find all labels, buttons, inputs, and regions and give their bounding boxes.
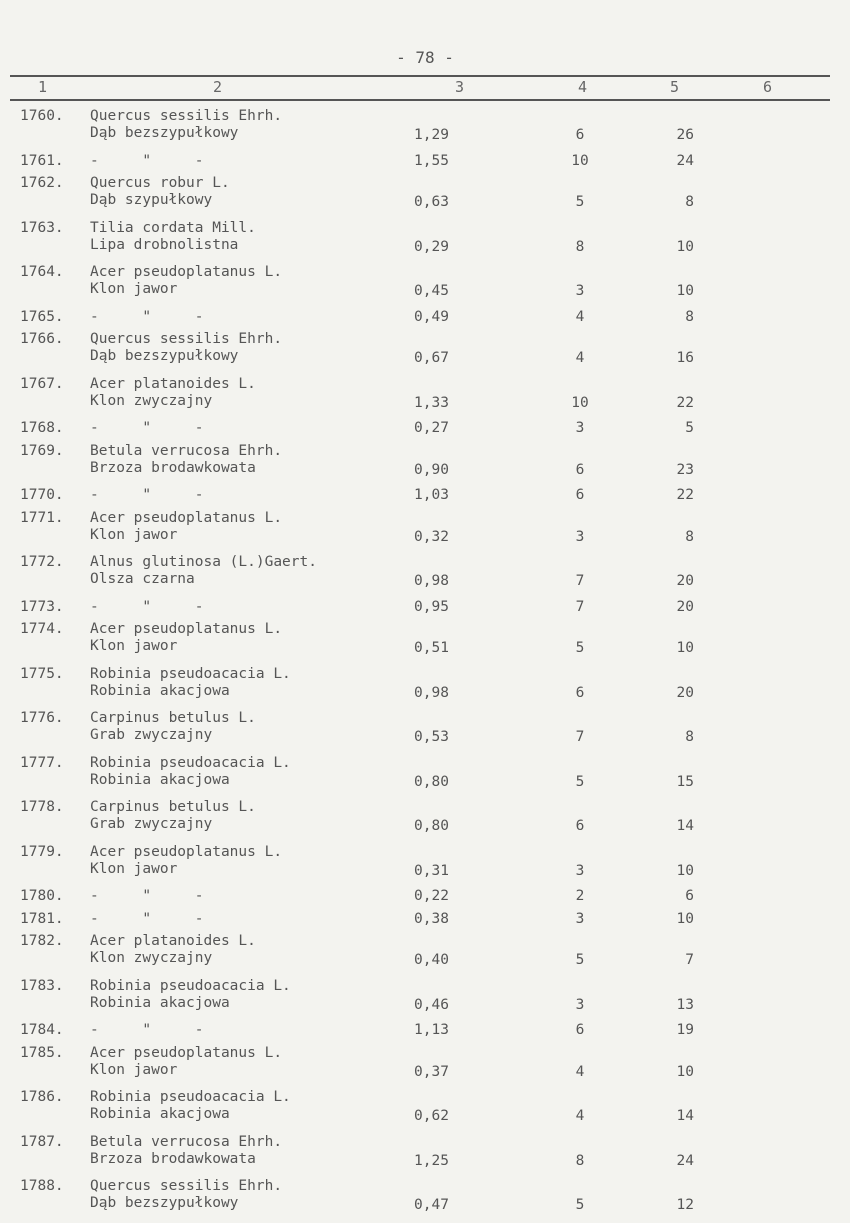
row-number: 1763. bbox=[20, 219, 64, 236]
value-col5: 20 bbox=[676, 573, 694, 589]
value-col4: 6 bbox=[575, 487, 585, 503]
column-header-2: 2 bbox=[213, 78, 223, 96]
value-col3: 0,45 bbox=[414, 283, 449, 299]
table-row bbox=[0, 888, 850, 911]
value-col5: 7 bbox=[685, 952, 694, 968]
row-number: 1765. bbox=[20, 308, 64, 325]
row-number: 1771. bbox=[20, 509, 64, 526]
table-row bbox=[0, 510, 850, 555]
row-number: 1762. bbox=[20, 175, 64, 191]
value-col4: 3 bbox=[575, 283, 585, 299]
value-col4: 6 bbox=[575, 818, 585, 834]
species-latin-name: Robinia pseudoacacia L. bbox=[90, 754, 291, 771]
species-polish-name: Dąb bezszypułkowy bbox=[90, 1195, 239, 1211]
row-number: 1781. bbox=[20, 910, 64, 927]
table-top-rule bbox=[10, 75, 830, 77]
value-col4: 3 bbox=[575, 528, 585, 545]
row-number: 1777. bbox=[20, 754, 64, 771]
value-col3: 0,95 bbox=[414, 598, 449, 615]
table-row bbox=[0, 175, 850, 220]
species-polish-name: Dąb bezszypułkowy bbox=[90, 348, 239, 364]
value-col4: 5 bbox=[575, 194, 585, 210]
value-col5: 14 bbox=[676, 1108, 694, 1124]
value-col4: 5 bbox=[575, 952, 585, 968]
species-latin-name: Acer pseudoplatanus L. bbox=[90, 621, 283, 637]
value-col3: 0,53 bbox=[414, 729, 449, 745]
value-col5: 24 bbox=[676, 1152, 694, 1169]
value-col3: 0,49 bbox=[414, 308, 449, 325]
table-row bbox=[0, 1045, 850, 1090]
value-col5: 14 bbox=[676, 818, 694, 834]
table-row bbox=[0, 1089, 850, 1134]
species-latin-name: Acer platanoides L. bbox=[90, 933, 256, 949]
species-latin-name: Carpinus betulus L. bbox=[90, 710, 256, 726]
species-latin-name: Quercus sessilis Ehrh. bbox=[90, 1178, 283, 1194]
species-polish-name: Klon jawor bbox=[90, 1061, 178, 1078]
species-polish-name: Robinia akacjowa bbox=[90, 771, 230, 788]
value-col3: 0,29 bbox=[414, 238, 449, 255]
row-number: 1770. bbox=[20, 487, 64, 503]
row-number: 1779. bbox=[20, 843, 64, 860]
value-col4: 4 bbox=[575, 1108, 585, 1124]
value-col3: 0,80 bbox=[414, 818, 449, 834]
value-col4: 10 bbox=[571, 394, 589, 411]
value-col3: 0,40 bbox=[414, 952, 449, 968]
value-col4: 4 bbox=[575, 350, 585, 366]
table-row bbox=[0, 420, 850, 443]
row-number: 1775. bbox=[20, 665, 64, 682]
ditto-mark: - " - bbox=[90, 420, 204, 436]
value-col5: 10 bbox=[676, 283, 694, 299]
row-number: 1787. bbox=[20, 1133, 64, 1150]
value-col5: 10 bbox=[676, 238, 694, 255]
value-col4: 4 bbox=[575, 1063, 585, 1080]
species-polish-name: Klon jawor bbox=[90, 526, 178, 543]
page-number: - 78 - bbox=[396, 48, 454, 67]
row-number: 1772. bbox=[20, 554, 64, 570]
value-col5: 10 bbox=[676, 640, 694, 656]
species-latin-name: Tilia cordata Mill. bbox=[90, 219, 256, 236]
species-polish-name: Klon jawor bbox=[90, 860, 178, 877]
row-number: 1786. bbox=[20, 1089, 64, 1105]
species-latin-name: Quercus robur L. bbox=[90, 175, 230, 191]
species-latin-name: Carpinus betulus L. bbox=[90, 799, 256, 815]
value-col5: 24 bbox=[676, 152, 694, 169]
value-col3: 0,27 bbox=[414, 420, 449, 436]
table-row bbox=[0, 487, 850, 510]
value-col5: 12 bbox=[676, 1197, 694, 1213]
value-col5: 20 bbox=[676, 598, 694, 615]
value-col5: 10 bbox=[676, 1063, 694, 1080]
table-row bbox=[0, 799, 850, 844]
column-header-5: 5 bbox=[670, 78, 680, 96]
value-col5: 8 bbox=[685, 729, 694, 745]
species-polish-name: Dąb szypułkowy bbox=[90, 192, 213, 208]
species-latin-name: Acer platanoides L. bbox=[90, 375, 256, 392]
value-col4: 5 bbox=[575, 640, 585, 656]
value-col3: 0,47 bbox=[414, 1197, 449, 1213]
row-number: 1783. bbox=[20, 977, 64, 994]
species-polish-name: Lipa drobnolistna bbox=[90, 236, 239, 253]
value-col3: 0,80 bbox=[414, 773, 449, 790]
value-col4: 6 bbox=[575, 127, 585, 143]
table-row bbox=[0, 710, 850, 755]
value-col3: 1,29 bbox=[414, 127, 449, 143]
value-col3: 0,37 bbox=[414, 1063, 449, 1080]
value-col4: 6 bbox=[575, 684, 585, 701]
value-col4: 3 bbox=[575, 910, 585, 927]
row-number: 1780. bbox=[20, 888, 64, 904]
value-col5: 20 bbox=[676, 684, 694, 701]
row-number: 1768. bbox=[20, 420, 64, 436]
table-row bbox=[0, 1022, 850, 1045]
value-col4: 3 bbox=[575, 862, 585, 879]
value-col4: 4 bbox=[575, 308, 585, 325]
value-col4: 5 bbox=[575, 1197, 585, 1213]
row-number: 1782. bbox=[20, 933, 64, 949]
row-number: 1773. bbox=[20, 598, 64, 615]
table-row bbox=[0, 153, 850, 176]
ditto-mark: - " - bbox=[90, 888, 204, 904]
species-polish-name: Brzoza brodawkowata bbox=[90, 459, 256, 476]
value-col4: 8 bbox=[575, 1152, 585, 1169]
value-col5: 8 bbox=[685, 308, 694, 325]
species-latin-name: Acer pseudoplatanus L. bbox=[90, 509, 283, 526]
column-header-6: 6 bbox=[763, 78, 773, 96]
species-latin-name: Robinia pseudoacacia L. bbox=[90, 1089, 291, 1105]
value-col3: 0,98 bbox=[414, 684, 449, 701]
row-number: 1774. bbox=[20, 621, 64, 637]
species-polish-name: Grab zwyczajny bbox=[90, 816, 213, 832]
row-number: 1776. bbox=[20, 710, 64, 726]
table-row bbox=[0, 1134, 850, 1179]
value-col3: 0,46 bbox=[414, 996, 449, 1013]
value-col5: 10 bbox=[676, 910, 694, 927]
table-row bbox=[0, 1178, 850, 1223]
ditto-mark: - " - bbox=[90, 487, 204, 503]
species-latin-name: Quercus sessilis Ehrh. bbox=[90, 331, 283, 347]
table-row bbox=[0, 443, 850, 488]
value-col3: 0,22 bbox=[414, 888, 449, 904]
row-number: 1766. bbox=[20, 331, 64, 347]
table-row bbox=[0, 666, 850, 711]
species-polish-name: Klon jawor bbox=[90, 281, 178, 297]
value-col5: 23 bbox=[676, 461, 694, 478]
table-row bbox=[0, 911, 850, 934]
table-row bbox=[0, 376, 850, 421]
value-col4: 6 bbox=[575, 1022, 585, 1038]
value-col5: 22 bbox=[676, 394, 694, 411]
value-col3: 1,55 bbox=[414, 152, 449, 169]
row-number: 1784. bbox=[20, 1022, 64, 1038]
table-row bbox=[0, 755, 850, 800]
ditto-mark: - " - bbox=[90, 1022, 204, 1038]
table-row bbox=[0, 264, 850, 309]
species-polish-name: Klon zwyczajny bbox=[90, 950, 213, 966]
row-number: 1764. bbox=[20, 264, 64, 280]
value-col4: 2 bbox=[575, 888, 585, 904]
row-number: 1761. bbox=[20, 152, 64, 169]
value-col5: 5 bbox=[685, 420, 694, 436]
value-col3: 1,03 bbox=[414, 487, 449, 503]
table-row bbox=[0, 108, 850, 153]
value-col3: 0,38 bbox=[414, 910, 449, 927]
value-col4: 8 bbox=[575, 238, 585, 255]
table-row bbox=[0, 844, 850, 889]
value-col5: 15 bbox=[676, 773, 694, 790]
value-col3: 0,98 bbox=[414, 573, 449, 589]
species-latin-name: Betula verrucosa Ehrh. bbox=[90, 1133, 283, 1150]
species-polish-name: Dąb bezszypułkowy bbox=[90, 125, 239, 141]
value-col3: 0,90 bbox=[414, 461, 449, 478]
value-col3: 0,31 bbox=[414, 862, 449, 879]
species-latin-name: Alnus glutinosa (L.)Gaert. bbox=[90, 554, 317, 570]
value-col3: 0,62 bbox=[414, 1108, 449, 1124]
value-col5: 10 bbox=[676, 862, 694, 879]
species-latin-name: Acer pseudoplatanus L. bbox=[90, 1044, 283, 1061]
value-col3: 0,32 bbox=[414, 528, 449, 545]
table-row bbox=[0, 220, 850, 265]
value-col5: 8 bbox=[685, 194, 694, 210]
species-polish-name: Klon jawor bbox=[90, 638, 178, 654]
table-row bbox=[0, 309, 850, 332]
species-polish-name: Klon zwyczajny bbox=[90, 392, 213, 409]
value-col5: 22 bbox=[676, 487, 694, 503]
value-col4: 7 bbox=[575, 729, 585, 745]
table-header-rule bbox=[10, 99, 830, 101]
table-body bbox=[0, 108, 850, 1213]
value-col4: 6 bbox=[575, 461, 585, 478]
value-col4: 3 bbox=[575, 996, 585, 1013]
species-polish-name: Olsza czarna bbox=[90, 571, 195, 587]
value-col5: 26 bbox=[676, 127, 694, 143]
species-latin-name: Betula verrucosa Ehrh. bbox=[90, 442, 283, 459]
value-col3: 1,33 bbox=[414, 394, 449, 411]
value-col4: 5 bbox=[575, 773, 585, 790]
row-number: 1785. bbox=[20, 1044, 64, 1061]
table-header bbox=[0, 78, 850, 98]
value-col5: 13 bbox=[676, 996, 694, 1013]
value-col3: 1,13 bbox=[414, 1022, 449, 1038]
value-col3: 0,51 bbox=[414, 640, 449, 656]
ditto-mark: - " - bbox=[90, 152, 204, 169]
row-number: 1769. bbox=[20, 442, 64, 459]
column-header-1: 1 bbox=[38, 78, 48, 96]
value-col5: 8 bbox=[685, 528, 694, 545]
species-latin-name: Quercus sessilis Ehrh. bbox=[90, 108, 283, 124]
species-polish-name: Grab zwyczajny bbox=[90, 727, 213, 743]
species-polish-name: Robinia akacjowa bbox=[90, 994, 230, 1011]
value-col4: 7 bbox=[575, 598, 585, 615]
column-header-4: 4 bbox=[578, 78, 588, 96]
row-number: 1767. bbox=[20, 375, 64, 392]
species-latin-name: Acer pseudoplatanus L. bbox=[90, 843, 283, 860]
species-latin-name: Acer pseudoplatanus L. bbox=[90, 264, 283, 280]
ditto-mark: - " - bbox=[90, 910, 204, 927]
row-number: 1778. bbox=[20, 799, 64, 815]
species-polish-name: Robinia akacjowa bbox=[90, 1106, 230, 1122]
value-col5: 19 bbox=[676, 1022, 694, 1038]
species-latin-name: Robinia pseudoacacia L. bbox=[90, 977, 291, 994]
column-header-3: 3 bbox=[455, 78, 465, 96]
table-row bbox=[0, 978, 850, 1023]
table-row bbox=[0, 599, 850, 622]
species-polish-name: Brzoza brodawkowata bbox=[90, 1150, 256, 1167]
row-number: 1788. bbox=[20, 1178, 64, 1194]
table-row bbox=[0, 621, 850, 666]
value-col4: 3 bbox=[575, 420, 585, 436]
species-polish-name: Robinia akacjowa bbox=[90, 682, 230, 699]
table-row bbox=[0, 554, 850, 599]
value-col4: 7 bbox=[575, 573, 585, 589]
row-number: 1760. bbox=[20, 108, 64, 124]
table-row bbox=[0, 331, 850, 376]
ditto-mark: - " - bbox=[90, 598, 204, 615]
table-row bbox=[0, 933, 850, 978]
value-col5: 6 bbox=[685, 888, 694, 904]
value-col3: 1,25 bbox=[414, 1152, 449, 1169]
value-col4: 10 bbox=[571, 152, 589, 169]
species-latin-name: Robinia pseudoacacia L. bbox=[90, 665, 291, 682]
value-col5: 16 bbox=[676, 350, 694, 366]
value-col3: 0,63 bbox=[414, 194, 449, 210]
ditto-mark: - " - bbox=[90, 308, 204, 325]
value-col3: 0,67 bbox=[414, 350, 449, 366]
